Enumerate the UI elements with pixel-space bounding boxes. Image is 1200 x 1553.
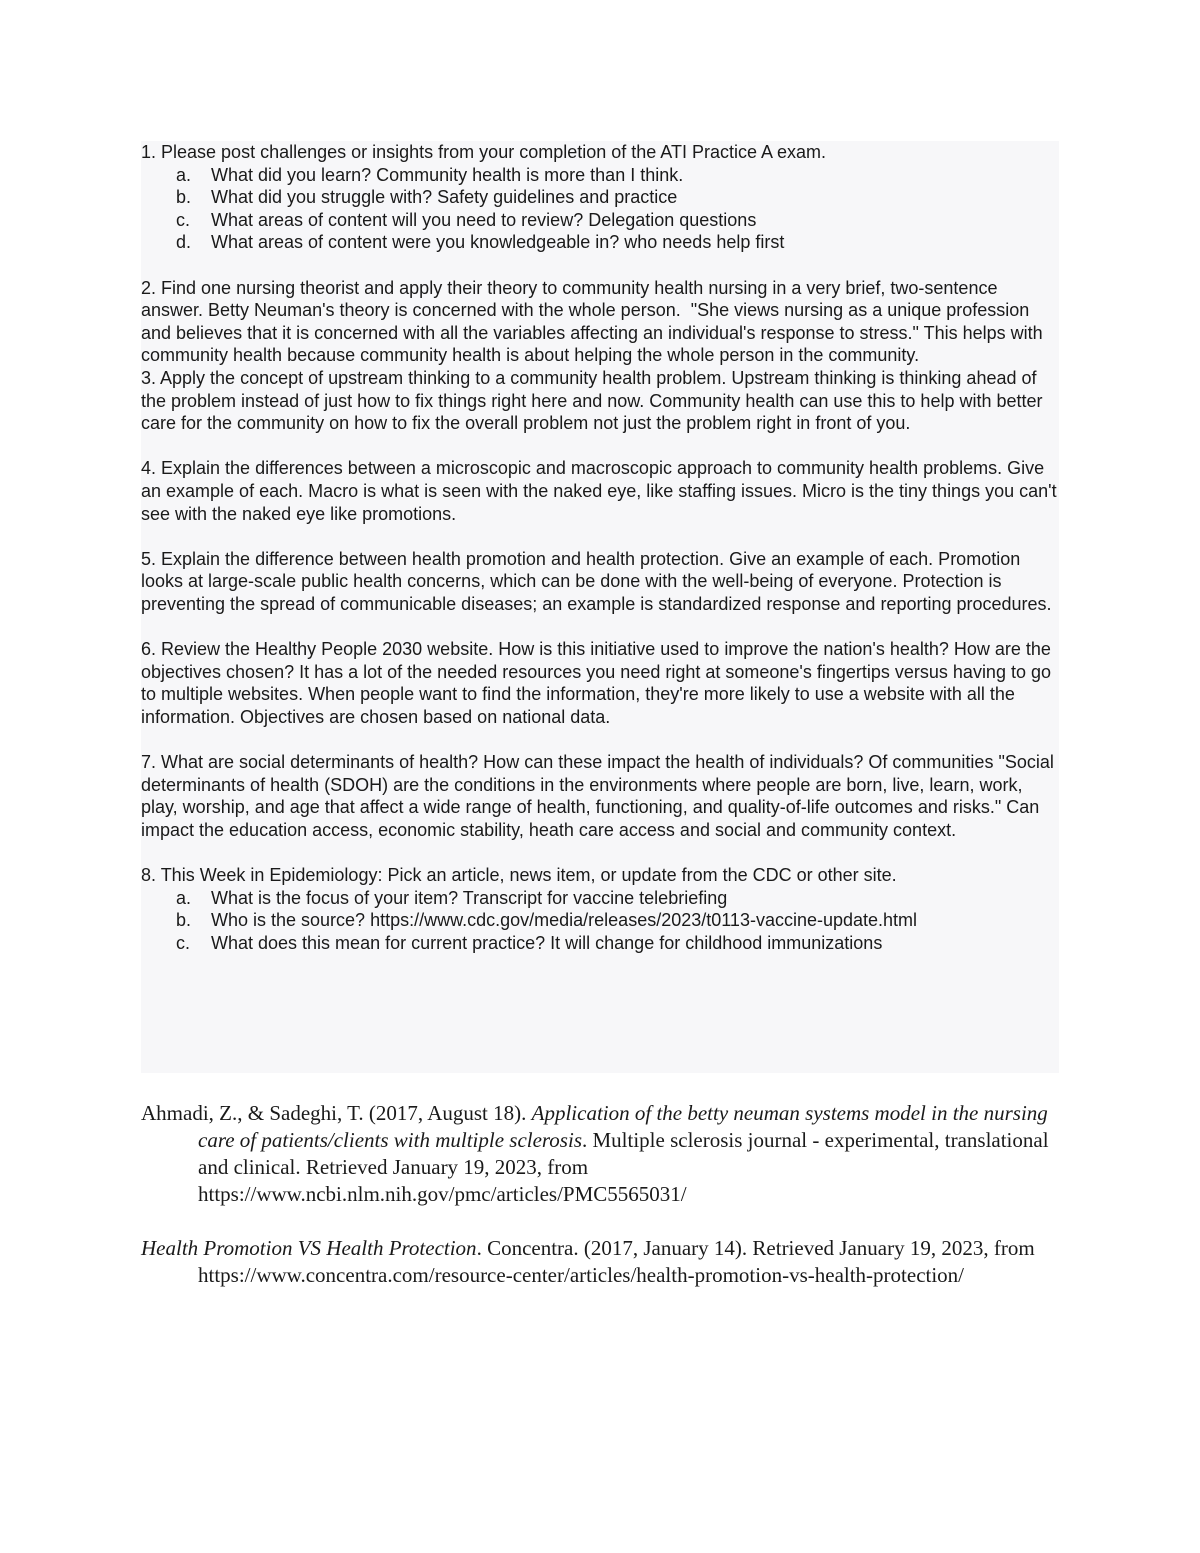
question-3: 3. Apply the concept of upstream thinking to a community health problem. Upstream thinking is thinking ahead of the problem instead of just how to fix things right here and now. Community health can use this to help with better care for the community on how to fix the overall problem not just the problem right in front of you. <box>141 367 1048 434</box>
list-letter: c. <box>176 209 191 230</box>
list-item <box>176 186 1059 209</box>
question-1-subitems <box>141 164 1059 254</box>
list-text: Who is the source? https://www.cdc.gov/media/releases/2023/t0113-vaccine-update.html <box>211 910 918 931</box>
list-letter: a. <box>176 887 192 908</box>
list-item <box>176 909 1059 932</box>
list-letter: d. <box>176 232 192 253</box>
question-answer-section <box>141 141 1062 954</box>
list-letter: b. <box>176 187 192 208</box>
question-8: 8. This Week in Epidemiology: Pick an article, news item, or update from the CDC or other site. <box>141 865 897 885</box>
list-item <box>176 164 1059 187</box>
question-5: 5. Explain the difference between health promotion and health protection. Give an example of each. Promotion looks at large-scale public health concerns, which can be done with the well-being of everyone. Protection is preventing the spread of communicable diseases; an example is standardized response and reporting procedures. <box>141 548 1052 614</box>
list-text: What is the focus of your item? Transcript for vaccine telebriefing <box>211 887 728 908</box>
reference-title: Health Promotion VS Health Protection <box>141 1236 477 1260</box>
list-text: What areas of content were you knowledgeable in? who needs help first <box>211 232 785 253</box>
reference-1 <box>141 1100 1061 1208</box>
reference-lead: Ahmadi, Z., & Sadeghi, T. (2017, August 18). <box>141 1101 532 1125</box>
list-item <box>176 932 1059 955</box>
list-text: What does this mean for current practice? It will change for childhood immunizations <box>211 932 883 953</box>
question-7: 7. What are social determinants of health? How can these impact the health of individuals? Of communities "Social determinants of health (SDOH) are the conditions in the environments where people are born, live, learn, work, play, worship, and age that affect a wide range of health, functioning, and quality-of-life outcomes and risks." Can impact the education access, economic stability, heath care access and social and community context. <box>141 752 1059 840</box>
list-letter: c. <box>176 932 191 953</box>
list-text: What did you struggle with? Safety guidelines and practice <box>211 187 678 208</box>
question-6: 6. Review the Healthy People 2030 website. How is this initiative used to improve the nation's health? How are the objectives chosen? It has a lot of the needed resources you need right at someone's fingertips versus having to go to multiple websites. When people want to find the information, they're more likely to use a website with all the information. Objectives are chosen based on national data. <box>141 639 1057 727</box>
list-letter: a. <box>176 164 192 185</box>
question-1: 1. Please post challenges or insights from your completion of the ATI Practice A exam. <box>141 142 827 162</box>
references-section <box>141 1100 1061 1316</box>
list-letter: b. <box>176 910 192 931</box>
list-item <box>176 231 1059 254</box>
reference-rest: . Multiple sclerosis journal - experimental, translational and clinical. Retrieved January 19, 2023, from https://www.ncbi.nlm.nih.gov/pmc/articles/PMC5565031/ <box>198 1128 1049 1206</box>
reference-title: Application of the betty neuman systems model in the nursing care of patients/clients with multiple sclerosis <box>198 1101 1048 1152</box>
list-item <box>176 209 1059 232</box>
list-text: What did you learn? Community health is more than I think. <box>211 164 684 185</box>
reference-rest: . Concentra. (2017, January 14). Retrieved January 19, 2023, from https://www.concentra.com/resource-center/articles/health-promotion-vs-health-protection/ <box>198 1236 1035 1287</box>
list-item <box>176 887 1059 910</box>
question-2: 2. Find one nursing theorist and apply their theory to community health nursing in a very brief, two-sentence answer. Betty Neuman's theory is concerned with the whole person. "She views nursing as a unique profession and believes that it is concerned with all the variables affecting an individual's response to stress." This helps with community health because community health is about helping the whole person in the community. <box>141 277 1048 366</box>
list-text: What areas of content will you need to review? Delegation questions <box>211 209 757 230</box>
reference-2 <box>141 1235 1061 1289</box>
question-8-subitems <box>141 887 1059 955</box>
question-4: 4. Explain the differences between a microscopic and macroscopic approach to community health problems. Give an example of each. Macro is what is seen with the naked eye, like staffing issues. Micro is the tiny things you can't see with the naked eye like promotions. <box>141 458 1062 524</box>
